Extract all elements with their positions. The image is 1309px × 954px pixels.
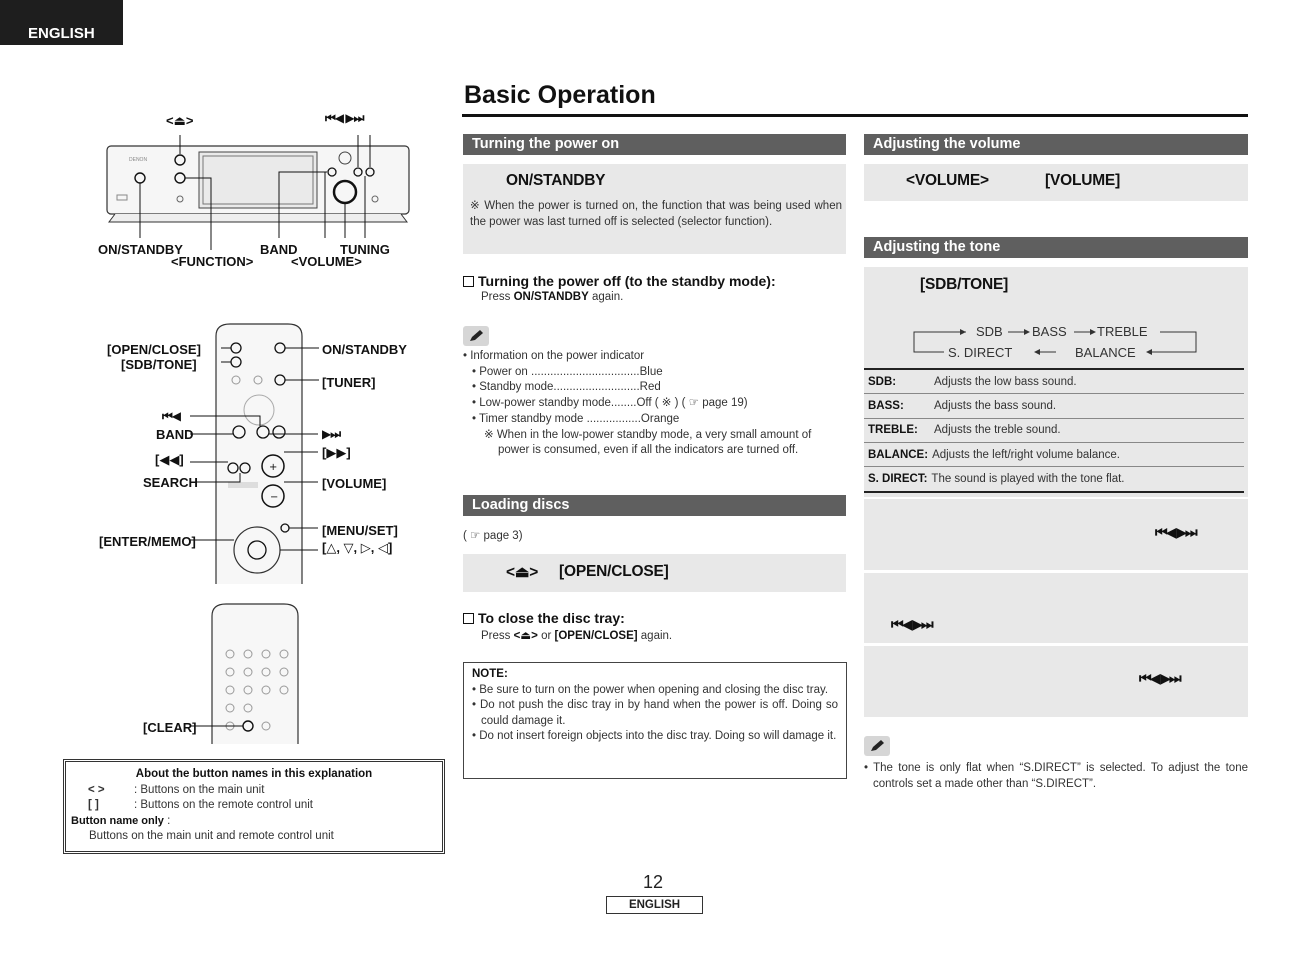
- language-tab: ENGLISH: [0, 0, 123, 45]
- main-band-label: BAND: [260, 242, 298, 257]
- remote-on-standby-label: ON/STANDBY: [322, 342, 407, 357]
- close-remote: [OPEN/CLOSE]: [554, 630, 638, 642]
- remote-arrows-label: [△, ▽, ▷, ◁]: [322, 540, 393, 555]
- section-volume-heading: Adjusting the volume: [864, 134, 1248, 155]
- tone-row-desc: The sound is played with the tone flat.: [931, 473, 1125, 486]
- table-row: [864, 443, 1244, 467]
- svg-text:−: −: [270, 492, 279, 503]
- indicator-item: • Power on ..................................Blue: [472, 365, 663, 378]
- note-item: • Do not insert foreign objects into the disc tray. Doing so will damage it.: [472, 730, 837, 742]
- remote-search-label: SEARCH: [143, 475, 198, 490]
- close-tray-heading-text: To close the disc tray:: [478, 610, 625, 626]
- close-main: <⏏>: [513, 630, 538, 642]
- note-item: • Do not push the disc tray in by hand when the power is off. Doing so could damage it.: [472, 699, 838, 727]
- cycle-bass: BASS: [1032, 324, 1067, 339]
- discs-open-close-remote: [OPEN/CLOSE]: [559, 563, 669, 580]
- section-power-on-heading: Turning the power on: [463, 134, 846, 155]
- footer-language: ENGLISH: [606, 896, 703, 914]
- explanation-name-only-label: Button name only: [71, 814, 164, 827]
- discs-page-ref: ( ☞ page 3): [463, 530, 523, 542]
- power-off-post: again.: [588, 291, 624, 303]
- cycle-treble: TREBLE: [1097, 324, 1148, 339]
- indicator-item: • Information on the power indicator: [463, 350, 645, 362]
- eject-button-label: <⏏>: [166, 113, 194, 128]
- checkbox-icon: [463, 613, 474, 624]
- tone-row-desc: Adjusts the low bass sound.: [934, 375, 1077, 388]
- close-post: again.: [637, 630, 673, 642]
- volume-remote-button: [VOLUME]: [1045, 172, 1121, 189]
- remote-clear-label: [CLEAR]: [143, 720, 197, 735]
- main-tuning-label: TUNING: [340, 242, 390, 257]
- tone-table: [864, 368, 1244, 493]
- svg-text:DENON: DENON: [129, 157, 148, 163]
- volume-main-button: <VOLUME>: [906, 172, 989, 189]
- pencil-note-icon: [864, 736, 890, 756]
- table-row: [864, 370, 1244, 394]
- indicator-item: • Timer standby mode .................Orange: [472, 412, 680, 425]
- remote-menu-set-label: [MENU/SET]: [322, 523, 398, 538]
- tone-step-box-3: [864, 646, 1248, 717]
- remote-search-back-label: [◀◀]: [155, 452, 184, 467]
- indicator-item: • Standby mode...........................Red: [472, 381, 661, 394]
- tone-row-name: SDB:: [868, 375, 897, 388]
- power-off-button: ON/STANDBY: [513, 291, 589, 303]
- power-on-note: ※ When the power is turned on, the function that was being used when the power was last turned off is selected (selector function).: [470, 200, 842, 228]
- power-off-heading: [463, 273, 776, 289]
- skip-buttons-label: ⏮◀ ▶⏭: [325, 111, 364, 125]
- indicator-item: • Low-power standby mode........Off ( ※ ) ( ☞ page 19): [472, 397, 748, 410]
- button-names-explanation: [63, 759, 445, 854]
- remote-skip-back-label: ⏮◀: [162, 409, 181, 423]
- page-title: Basic Operation: [464, 81, 656, 109]
- note-title: NOTE:: [472, 668, 508, 680]
- checkbox-icon: [463, 276, 474, 287]
- close-tray-text: [481, 628, 672, 642]
- tone-row-name: TREBLE:: [868, 424, 918, 437]
- cycle-sdb: SDB: [976, 324, 1003, 339]
- cycle-balance: BALANCE: [1075, 345, 1136, 360]
- remote-volume-label: [VOLUME]: [322, 476, 387, 491]
- note-box: [463, 662, 847, 779]
- remote-enter-memo-label: [ENTER/MEMO]: [99, 534, 196, 549]
- power-on-button-label: ON/STANDBY: [506, 172, 606, 189]
- remote-open-close-label: [OPEN/CLOSE]: [107, 342, 201, 357]
- remote-band-label: BAND: [156, 427, 194, 442]
- svg-text:+: +: [269, 462, 278, 473]
- main-volume-label: <VOLUME>: [291, 254, 362, 269]
- table-row: [864, 419, 1244, 443]
- explanation-title: About the button names in this explanation: [135, 768, 373, 780]
- power-off-heading-text: Turning the power off (to the standby mode):: [478, 273, 776, 289]
- indicator-item: power is consumed, even if all the indicators are turned off.: [498, 444, 799, 457]
- skip-buttons-icon: ⏮◀ ▶⏭: [1155, 524, 1196, 540]
- close-tray-heading: [463, 610, 625, 626]
- table-row: [864, 394, 1244, 418]
- tone-row-desc: Adjusts the bass sound.: [934, 399, 1057, 412]
- tone-row-name: BASS:: [868, 399, 904, 412]
- tone-row-name: S. DIRECT:: [868, 473, 928, 486]
- tone-footnote: • The tone is only flat when “S.DIRECT” is selected. To adjust the tone controls set a made other than “S.DIRECT”.: [864, 762, 1248, 790]
- explanation-main-symbol: < >: [88, 783, 105, 796]
- explanation-main-text: : Buttons on the main unit: [134, 783, 265, 796]
- close-pre: Press: [481, 630, 514, 642]
- tone-row-desc: Adjusts the left/right volume balance.: [932, 448, 1120, 461]
- cycle-sdirect: S. DIRECT: [948, 345, 1013, 360]
- remote-sdb-tone-label: [SDB/TONE]: [121, 357, 197, 372]
- remote-diagram: [190, 322, 330, 584]
- explanation-both-text: Buttons on the main unit and remote control unit: [89, 830, 334, 842]
- remote-tuner-label: [TUNER]: [322, 375, 376, 390]
- power-indicator-list: [463, 349, 811, 459]
- remote-bottom-diagram: [190, 602, 330, 744]
- table-row: [864, 467, 1244, 491]
- page-number: 12: [643, 872, 664, 892]
- explanation-remote-text: : Buttons on the remote control unit: [134, 799, 313, 811]
- power-off-text: [481, 291, 623, 303]
- explanation-colon: :: [163, 814, 171, 827]
- tone-button-label: [SDB/TONE]: [920, 276, 1009, 293]
- remote-skip-fwd-label: ▶⏭: [322, 427, 341, 441]
- section-tone-heading: Adjusting the tone: [864, 237, 1248, 258]
- tone-row-name: BALANCE:: [868, 448, 929, 461]
- skip-buttons-icon: ⏮◀ ▶⏭: [891, 616, 932, 632]
- discs-eject-main: <⏏>: [506, 564, 539, 581]
- indicator-item: ※ When in the low-power standby mode, a very small amount of: [484, 428, 812, 441]
- skip-buttons-icon: ⏮◀ ▶⏭: [1139, 670, 1180, 686]
- main-function-label: <FUNCTION>: [171, 254, 254, 269]
- title-underline: [462, 114, 1248, 117]
- remote-search-fwd-label: [▶▶]: [322, 445, 351, 460]
- explanation-remote-symbol: [ ]: [88, 799, 99, 811]
- main-on-standby-label: ON/STANDBY: [98, 242, 183, 257]
- pencil-note-icon: [463, 326, 489, 346]
- section-loading-discs-heading: Loading discs: [463, 495, 846, 516]
- power-off-pre: Press: [481, 291, 514, 303]
- tone-row-desc: Adjusts the treble sound.: [934, 424, 1061, 437]
- note-item: • Be sure to turn on the power when opening and closing the disc tray.: [472, 683, 829, 696]
- close-mid: or: [537, 630, 555, 642]
